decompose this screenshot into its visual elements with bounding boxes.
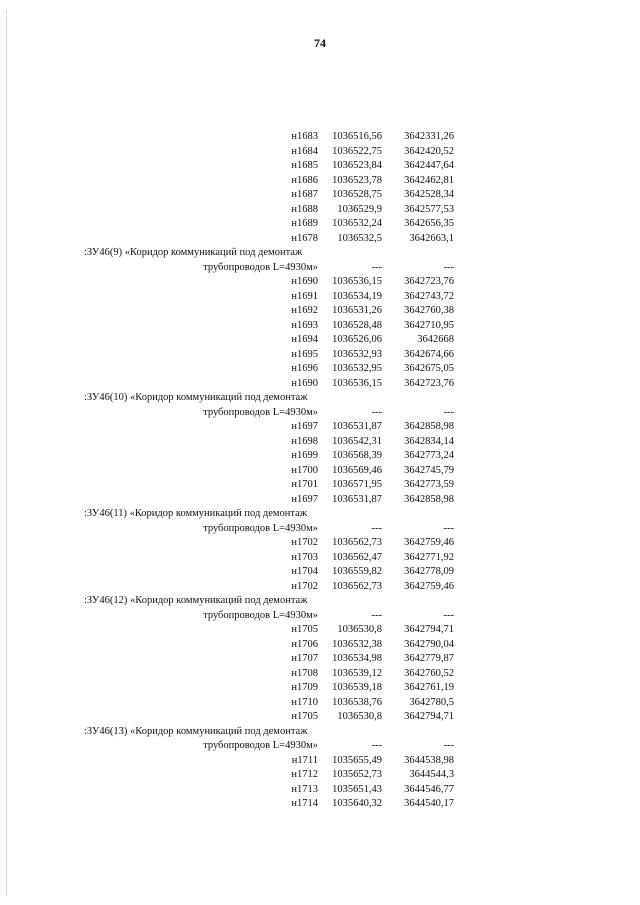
coord-x: 1036532,95 (332, 363, 382, 374)
coordinate-row (84, 203, 454, 218)
coord-x: 1036529,9 (337, 203, 382, 215)
point-id: н1686 (291, 174, 318, 186)
point-id: н1697 (291, 493, 318, 505)
coordinates-table (84, 130, 454, 812)
parcel-title-line1: :ЗУ46(12) «Коридор коммуникаций под демонтаж (84, 595, 308, 606)
coordinate-row (84, 580, 454, 595)
coord-x: 1036538,76 (332, 696, 382, 708)
coord-y: 3642773,24 (404, 450, 454, 461)
coord-y: 3642577,53 (404, 203, 454, 215)
coord-x: 1036516,56 (332, 131, 382, 142)
coord-x: 1036530,8 (337, 624, 382, 635)
coord-x: 1036568,39 (332, 450, 382, 461)
coordinate-row (84, 290, 454, 305)
point-id: н1695 (291, 348, 318, 360)
point-id: н1678 (291, 232, 318, 244)
point-id: н1689 (291, 218, 318, 229)
coord-y: 3642790,04 (404, 638, 454, 650)
parcel-block (84, 246, 454, 391)
coord-x: 1036534,98 (332, 653, 382, 664)
point-id: н1690 (291, 377, 318, 389)
point-id: н1702 (291, 537, 318, 548)
parcel-title-line2 (84, 522, 454, 537)
point-id: н1690 (291, 276, 318, 287)
parcel-block (84, 391, 454, 507)
header-y-dash: --- (443, 609, 454, 621)
coord-y: 3644544,3 (409, 769, 454, 780)
point-id: н1693 (291, 319, 318, 331)
header-x-dash: --- (371, 740, 382, 751)
coordinate-row (84, 145, 454, 160)
point-id: н1694 (291, 334, 318, 345)
header-x-dash: --- (371, 261, 382, 273)
header-y-dash: --- (443, 740, 454, 751)
point-id: н1711 (291, 754, 318, 766)
coordinate-row (84, 638, 454, 653)
coord-x: 1036539,12 (332, 667, 382, 679)
coord-x: 1036536,15 (332, 377, 382, 389)
header-x-dash: --- (371, 522, 382, 534)
coord-x: 1036534,19 (332, 290, 382, 302)
point-id: н1704 (291, 566, 318, 577)
coord-y: 3642858,98 (404, 493, 454, 505)
coord-y: 3642656,35 (404, 218, 454, 229)
coordinate-row (84, 623, 454, 638)
coordinate-row (84, 464, 454, 479)
coordinate-row (84, 130, 454, 145)
parcel-block (84, 725, 454, 812)
parcel-header (84, 391, 454, 420)
coord-x: 1035640,32 (332, 798, 382, 809)
coord-x: 1035652,73 (332, 769, 382, 780)
parcel-title-text: трубопроводов L=4930м» (203, 261, 318, 273)
coordinate-row (84, 536, 454, 551)
coord-y: 3642331,26 (404, 131, 454, 142)
coord-x: 1036559,82 (332, 566, 382, 577)
coord-x: 1036523,84 (332, 160, 382, 171)
coordinate-row (84, 681, 454, 696)
point-id: н1691 (291, 290, 318, 302)
coord-y: 3642794,71 (404, 624, 454, 635)
parcel-title-line2 (84, 406, 454, 421)
coord-y: 3642761,19 (404, 682, 454, 693)
point-id: н1713 (291, 783, 318, 795)
coordinate-row (84, 551, 454, 566)
coord-y: 3642723,76 (404, 377, 454, 389)
coord-y: 3642779,87 (404, 653, 454, 664)
coordinate-row (84, 188, 454, 203)
point-id: н1705 (291, 711, 318, 722)
parcel-title-line1: :ЗУ46(10) «Коридор коммуникаций под демонтаж (84, 392, 308, 403)
parcel-header (84, 725, 454, 754)
header-y-dash: --- (443, 406, 454, 418)
coordinate-row (84, 565, 454, 580)
point-id: н1708 (291, 667, 318, 679)
coord-y: 3642760,38 (404, 305, 454, 316)
coord-y: 3642710,95 (404, 319, 454, 331)
coord-y: 3642760,52 (404, 667, 454, 679)
coord-y: 3642528,34 (404, 189, 454, 200)
coord-x: 1036531,26 (332, 305, 382, 316)
coordinate-row (84, 710, 454, 725)
coord-x: 1036542,31 (332, 435, 382, 447)
coord-y: 3642745,79 (404, 464, 454, 476)
parcel-block (84, 130, 454, 246)
coord-x: 1036571,95 (332, 479, 382, 490)
point-id: н1714 (291, 798, 318, 809)
coordinate-row (84, 304, 454, 319)
point-id: н1698 (291, 435, 318, 447)
coord-y: 3642668 (417, 334, 454, 345)
point-id: н1685 (291, 160, 318, 171)
header-x-dash: --- (371, 609, 382, 621)
coordinate-row (84, 217, 454, 232)
point-id: н1692 (291, 305, 318, 316)
coord-x: 1036531,87 (332, 421, 382, 432)
coord-x: 1036569,46 (332, 464, 382, 476)
coordinate-row (84, 493, 454, 508)
coordinate-row (84, 754, 454, 769)
coord-y: 3642834,14 (404, 435, 454, 447)
parcel-title-line2 (84, 739, 454, 754)
coord-y: 3642780,5 (409, 696, 454, 708)
coordinate-row (84, 174, 454, 189)
coordinate-row (84, 478, 454, 493)
coord-y: 3642447,64 (404, 160, 454, 171)
parcel-block (84, 507, 454, 594)
point-id: н1707 (291, 653, 318, 664)
coord-x: 1036528,48 (332, 319, 382, 331)
point-id: н1688 (291, 203, 318, 215)
coord-y: 3644540,17 (404, 798, 454, 809)
coord-y: 3642462,81 (404, 174, 454, 186)
point-id: н1705 (291, 624, 318, 635)
coord-y: 3642674,66 (404, 348, 454, 360)
parcel-title-text: трубопроводов L=4930м» (203, 740, 318, 751)
coord-y: 3642778,09 (404, 566, 454, 577)
coord-y: 3642773,59 (404, 479, 454, 490)
coordinate-row (84, 420, 454, 435)
coord-y: 3644538,98 (404, 754, 454, 766)
coord-y: 3642420,52 (404, 145, 454, 157)
coord-x: 1035655,49 (332, 754, 382, 766)
coordinate-row (84, 652, 454, 667)
point-id: н1710 (291, 696, 318, 708)
coord-x: 1036523,78 (332, 174, 382, 186)
coord-y: 3642759,46 (404, 580, 454, 592)
scan-edge-line (6, 10, 8, 895)
coord-y: 3642743,72 (404, 290, 454, 302)
coord-y: 3642675,05 (404, 363, 454, 374)
parcel-title-text: трубопроводов L=4930м» (203, 609, 318, 621)
coord-y: 3642794,71 (404, 711, 454, 722)
coord-y: 3642858,98 (404, 421, 454, 432)
point-id: н1687 (291, 189, 318, 200)
coord-x: 1036532,38 (332, 638, 382, 650)
coord-x: 1036530,8 (337, 711, 382, 722)
point-id: н1700 (291, 464, 318, 476)
parcel-header (84, 246, 454, 275)
parcel-block (84, 594, 454, 725)
coord-y: 3644546,77 (404, 783, 454, 795)
parcel-title-line1: :ЗУ46(11) «Коридор коммуникаций под демонтаж (84, 508, 308, 519)
coord-y: 3642723,76 (404, 276, 454, 287)
coordinate-row (84, 667, 454, 682)
coord-x: 1036532,5 (337, 232, 382, 244)
coordinate-row (84, 319, 454, 334)
point-id: н1703 (291, 551, 318, 563)
coord-y: 3642663,1 (409, 232, 454, 244)
header-x-dash: --- (371, 406, 382, 418)
coordinate-row (84, 768, 454, 783)
coordinate-row (84, 348, 454, 363)
coordinate-row (84, 159, 454, 174)
coord-x: 1036531,87 (332, 493, 382, 505)
parcel-title-line2 (84, 609, 454, 624)
coord-y: 3642759,46 (404, 537, 454, 548)
coord-x: 1036562,73 (332, 580, 382, 592)
point-id: н1684 (291, 145, 318, 157)
coordinate-row (84, 696, 454, 711)
coord-x: 1036532,24 (332, 218, 382, 229)
parcel-title-text: трубопроводов L=4930м» (203, 406, 318, 418)
coordinate-row (84, 333, 454, 348)
coord-y: 3642771,92 (404, 551, 454, 563)
coord-x: 1036528,75 (332, 189, 382, 200)
point-id: н1712 (291, 769, 318, 780)
coord-x: 1036536,15 (332, 276, 382, 287)
coordinate-row (84, 449, 454, 464)
point-id: н1706 (291, 638, 318, 650)
coordinate-row (84, 232, 454, 247)
coord-x: 1036526,06 (332, 334, 382, 345)
coord-x: 1036562,47 (332, 551, 382, 563)
point-id: н1709 (291, 682, 318, 693)
coord-x: 1036562,73 (332, 537, 382, 548)
point-id: н1702 (291, 580, 318, 592)
point-id: н1701 (291, 479, 318, 490)
coordinate-row (84, 377, 454, 392)
coordinate-row (84, 362, 454, 377)
parcel-title-line2 (84, 261, 454, 276)
parcel-title-line1: :ЗУ46(13) «Коридор коммуникаций под демонтаж (84, 725, 308, 737)
parcel-header (84, 507, 454, 536)
coord-x: 1035651,43 (332, 783, 382, 795)
parcel-title-text: трубопроводов L=4930м» (203, 522, 318, 534)
coordinate-row (84, 783, 454, 798)
parcel-header (84, 594, 454, 623)
parcel-title-line1: :ЗУ46(9) «Коридор коммуникаций под демонтаж (84, 247, 303, 258)
coord-x: 1036539,18 (332, 682, 382, 693)
page-number: 74 (314, 36, 326, 50)
coord-x: 1036532,93 (332, 348, 382, 360)
header-y-dash: --- (443, 522, 454, 534)
coordinate-row (84, 435, 454, 450)
header-y-dash: --- (443, 261, 454, 273)
coordinate-row (84, 797, 454, 812)
point-id: н1683 (291, 131, 318, 142)
coordinate-row (84, 275, 454, 290)
coord-x: 1036522,75 (332, 145, 382, 157)
point-id: н1697 (291, 421, 318, 432)
point-id: н1696 (291, 363, 318, 374)
point-id: н1699 (291, 450, 318, 461)
